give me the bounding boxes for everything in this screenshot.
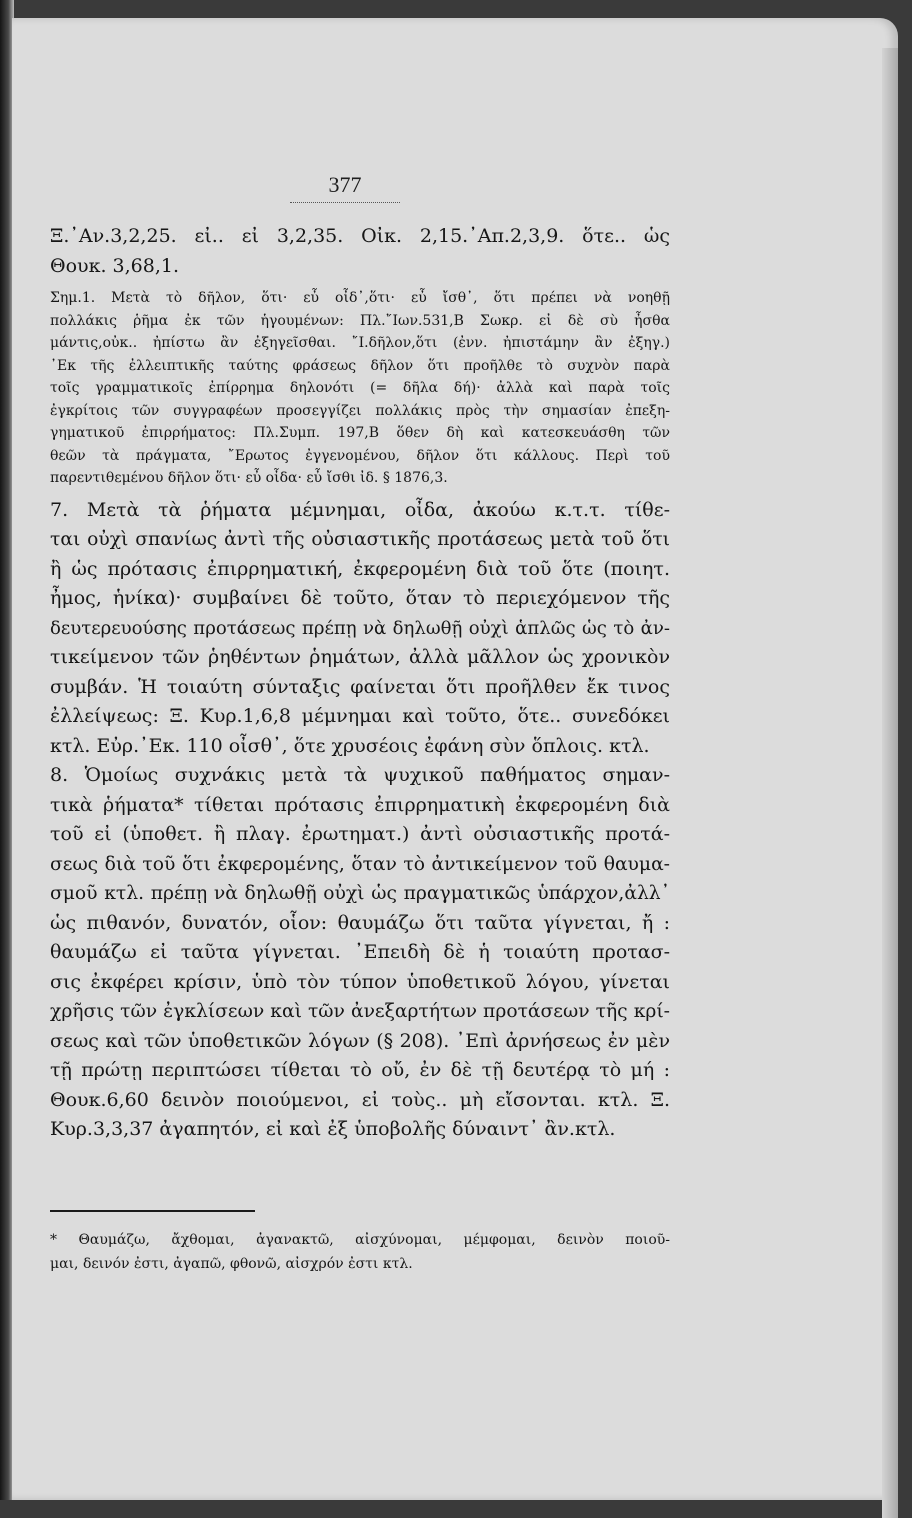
text-line: Θουκ. 3,68,1. <box>50 254 179 277</box>
text-line: θεῶν τὰ πράγματα, ῎Ερωτος ἐγγενομένου, δῆλον ὅτι κάλλους. Περὶ τοῦ <box>50 447 670 464</box>
text-line: Ξ.᾽Αν.3,2,25. εἰ.. εἰ 3,2,35. Οἰκ. 2,15.᾽Απ.2,3,9. ὅτε.. ὡς <box>50 225 670 247</box>
text-line: παρεντιθεμένου δῆλον ὅτι· εὖ οἶδα· εὖ ἴσθι ἰδ. § 1876,3. <box>50 470 448 486</box>
opening-paragraph <box>50 222 670 281</box>
text-line: θαυμάζω εἰ ταῦτα γίγνεται. ᾽Επειδὴ δὲ ἡ τοιαύτη προτασ- <box>50 941 670 963</box>
text-line: ἐγκρίτοις τῶν συγγραφέων προσεγγίζει πολλάκις πρὸς τὴν σημασίαν ἐπεξη- <box>50 402 670 419</box>
text-line: ὡς πιθανόν, δυνατόν, οἷον: θαυμάζω ὅτι ταῦτα γίγνεται, ἤ : <box>50 911 670 934</box>
text-line: ᾽Εκ τῆς ἐλλειπτικῆς ταύτης φράσεως δῆλον ὅτι προῆλθε τὸ συχνὸν παρὰ <box>50 357 670 374</box>
text-line: ἦμος, ἡνίκα)· συμβαίνει δὲ τοῦτο, ὅταν τὸ περιεχόμενον τῆς <box>50 587 670 609</box>
section-8-paragraph <box>50 761 670 1145</box>
text-line: τοῖς γραμματικοῖς ἐπίρρημα δηλονότι (= δῆλα δή)· ἀλλὰ καὶ παρὰ τοῖς <box>50 380 670 396</box>
text-line: ἐλλείψεως: Ξ. Κυρ.1,6,8 μέμνημαι καὶ τοῦτο, ὅτε.. συνεδόκει <box>50 705 670 727</box>
text-line: τοῦ εἰ (ὑποθετ. ἢ πλαγ. ἐρωτηματ.) ἀντὶ οὐσιαστικῆς προτά- <box>50 823 670 845</box>
text-line: Σημ.1. Μετὰ τὸ δῆλον, ὅτι· εὖ οἶδ᾽,ὅτι· εὖ ἴσθ᾽, ὅτι πρέπει νὰ νοηθῇ <box>50 290 670 306</box>
text-line: σμοῦ κτλ. πρέπῃ νὰ δηλωθῇ οὐχὶ ὡς πραγματικῶς ὑπάρχον,ἀλλ᾽ <box>50 883 670 904</box>
footnote-line: μαι, δεινόν ἐστι, ἀγαπῶ, φθονῶ, αἰσχρόν ἐστι κτλ. <box>50 1256 413 1272</box>
note-paragraph <box>50 287 670 490</box>
footnote <box>50 1228 670 1276</box>
text-line: 8. Ὁμοίως συχνάκις μετὰ τὰ ψυχικοῦ παθήματος σημαν- <box>50 764 670 786</box>
text-line: συμβάν. Ἡ τοιαύτη σύνταξις φαίνεται ὅτι προῆλθεν ἔκ τινος <box>50 675 670 698</box>
text-line: Θουκ.6,60 δεινὸν ποιούμενοι, εἰ τοὺς.. μὴ εἴσονται. κτλ. Ξ. <box>50 1088 670 1111</box>
section-7-paragraph <box>50 496 670 762</box>
text-line: σεως διὰ τοῦ ὅτι ἐκφερομένης, ὅταν τὸ ἀντικείμενον τοῦ θαυμα- <box>50 853 670 875</box>
text-line: κτλ. Εὐρ.᾽Εκ. 110 οἶσθ᾽, ὅτε χρυσέοις ἐφάνη σὺν ὅπλοις. κτλ. <box>50 734 650 757</box>
text-line: πολλάκις ῥῆμα ἐκ τῶν ἡγουμένων: Πλ.῎Ιων.531,Β Σωκρ. εἰ δὲ σὺ ἦσθα <box>50 312 670 329</box>
text-line: μάντις,οὐκ.. ἠπίστω ἂν ἐξηγεῖσθαι. ῎Ι.δῆλον,ὅτι (ἐνν. ἠπιστάμην ἂν ἐξηγ.) <box>50 335 670 351</box>
page-body <box>50 222 670 1145</box>
text-line: ἢ ὡς πρότασις ἐπιρρηματική, ἐκφερομένη διὰ τοῦ ὅτε (ποιητ. <box>50 557 670 580</box>
text-line: ται οὐχὶ σπανίως ἀντὶ τῆς οὐσιαστικῆς προτάσεως μετὰ τοῦ ὅτι <box>50 529 670 550</box>
page-number: 377 <box>290 172 400 203</box>
footnote-line: * Θαυμάζω, ἄχθομαι, ἀγανακτῶ, αἰσχύνομαι, μέμφομαι, δεινὸν ποιοῦ- <box>50 1232 670 1248</box>
text-line: 7. Μετὰ τὰ ῥήματα μέμνημαι, οἶδα, ἀκούω κ.τ.τ. τίθε- <box>50 498 670 521</box>
text-line: τικείμενον τῶν ῥηθέντων ῥημάτων, ἀλλὰ μᾶλλον ὡς χρονικὸν <box>50 646 670 668</box>
text-line: τικὰ ῥήματα* τίθεται πρότασις ἐπιρρηματικὴ ἐκφερομένη διὰ <box>50 793 670 816</box>
text-line: σις ἐκφέρει κρίσιν, ὑπὸ τὸν τύπον ὑποθετικοῦ λόγου, γίνεται <box>50 970 670 993</box>
text-line: τῇ πρώτῃ περιπτώσει τίθεται τὸ οὔ, ἐν δὲ τῇ δευτέρᾳ τὸ μή : <box>50 1059 670 1081</box>
footnote-rule <box>50 1210 255 1212</box>
text-line: γηματικοῦ ἐπιρρήματος: Πλ.Συμπ. 197,Β ὅθεν δὴ καὶ κατεσκευάσθη τῶν <box>50 425 670 441</box>
text-line: δευτερευούσης προτάσεως πρέπῃ νὰ δηλωθῇ οὐχὶ ἁπλῶς ὡς τὸ ἀν- <box>50 617 670 639</box>
page-edge <box>882 48 898 1518</box>
text-line: σεως καὶ τῶν ὑποθετικῶν λόγων (§ 208). ᾽Επὶ ἀρνήσεως ἐν μὲν <box>50 1029 670 1052</box>
text-line: Κυρ.3,3,37 ἀγαπητόν, εἰ καὶ ἐξ ὑποβολῆς δύναιντ᾽ ἂν.κτλ. <box>50 1118 616 1140</box>
text-line: χρῆσις τῶν ἐγκλίσεων καὶ τῶν ἀνεξαρτήτων προτάσεων τῆς κρί- <box>50 1001 670 1022</box>
